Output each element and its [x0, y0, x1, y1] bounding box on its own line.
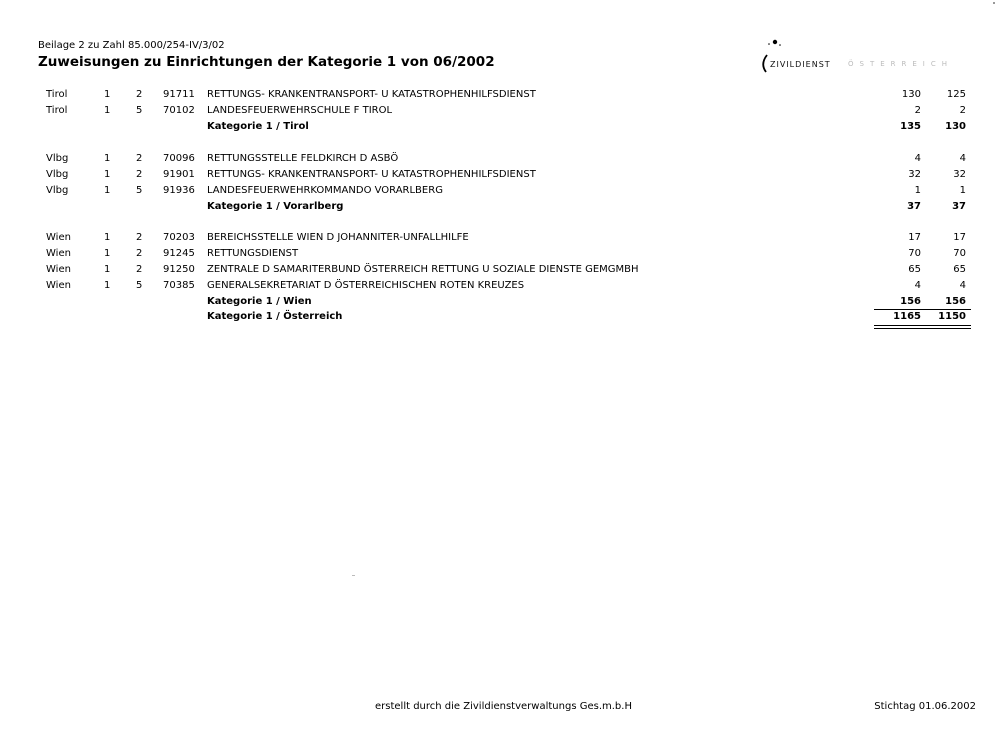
scan-speck [993, 2, 995, 4]
value-2: 70 [953, 248, 966, 259]
subtotal-value-1: 37 [907, 201, 921, 212]
subtotal-value-2: 37 [952, 201, 966, 212]
category-cell: 1 [104, 232, 111, 243]
region-cell: Vlbg [46, 185, 69, 196]
subtotal-label: Kategorie 1 / Vorarlberg [207, 201, 344, 212]
code-cell: 70102 [163, 105, 195, 116]
value-1: 1 [914, 185, 921, 196]
type-cell: 5 [136, 280, 143, 291]
subtotal-label: Kategorie 1 / Wien [207, 296, 312, 307]
code-cell: 91901 [163, 169, 195, 180]
code-cell: 91250 [163, 264, 195, 275]
category-cell: 1 [104, 153, 111, 164]
type-cell: 2 [136, 232, 143, 243]
scan-speck [352, 575, 355, 576]
type-cell: 2 [136, 153, 143, 164]
total-value-2: 1150 [938, 311, 966, 322]
type-cell: 2 [136, 169, 143, 180]
total-underline [874, 325, 971, 326]
value-2: 4 [959, 153, 966, 164]
logo-text: ZIVILDIENST [770, 60, 831, 69]
type-cell: 2 [136, 89, 143, 100]
type-cell: 2 [136, 248, 143, 259]
subtotal-value-2: 130 [945, 121, 966, 132]
category-cell: 1 [104, 89, 111, 100]
region-cell: Tirol [46, 89, 68, 100]
subtotal-value-1: 135 [900, 121, 921, 132]
value-2: 125 [946, 89, 966, 100]
table-row [0, 169, 1001, 185]
value-1: 17 [908, 232, 921, 243]
subtotal-value-1: 156 [900, 296, 921, 307]
category-cell: 1 [104, 264, 111, 275]
subtotal-row [0, 201, 1001, 217]
zivildienst-logo [758, 38, 980, 78]
region-cell: Vlbg [46, 169, 69, 180]
total-separator-line [874, 309, 971, 310]
value-1: 130 [901, 89, 921, 100]
type-cell: 5 [136, 105, 143, 116]
region-cell: Wien [46, 248, 71, 259]
subtotal-value-2: 156 [945, 296, 966, 307]
table-row [0, 105, 1001, 121]
type-cell: 5 [136, 185, 143, 196]
logo-mark-icon [758, 38, 798, 78]
table-row [0, 185, 1001, 201]
code-cell: 91711 [163, 89, 195, 100]
total-double-underline [874, 328, 971, 329]
region-cell: Vlbg [46, 153, 69, 164]
code-cell: 91245 [163, 248, 195, 259]
footer-date: Stichtag 01.06.2002 [874, 701, 976, 712]
value-2: 4 [959, 280, 966, 291]
institution-name: GENERALSEKRETARIAT D ÖSTERREICHISCHEN ROTEN KREUZES [207, 280, 525, 291]
table-row [0, 280, 1001, 296]
category-cell: 1 [104, 280, 111, 291]
total-value-1: 1165 [893, 311, 921, 322]
institution-name: LANDESFEUERWEHRKOMMANDO VORARLBERG [207, 185, 443, 196]
table-row [0, 248, 1001, 264]
subtotal-row [0, 121, 1001, 137]
value-1: 4 [914, 280, 921, 291]
table-row [0, 89, 1001, 105]
category-cell: 1 [104, 248, 111, 259]
value-2: 32 [953, 169, 966, 180]
table-row [0, 232, 1001, 248]
value-1: 65 [908, 264, 921, 275]
logo-faint-text: ÖSTERREICH [848, 60, 954, 68]
document-title: Zuweisungen zu Einrichtungen der Kategorie 1 von 06/2002 [38, 54, 495, 70]
institution-name: RETTUNGS- KRANKENTRANSPORT- U KATASTROPHENHILFSDIENST [207, 89, 536, 100]
total-row [0, 311, 1001, 327]
code-cell: 70096 [163, 153, 195, 164]
code-cell: 70203 [163, 232, 195, 243]
value-2: 65 [953, 264, 966, 275]
table-row [0, 153, 1001, 169]
region-cell: Wien [46, 264, 71, 275]
institution-name: RETTUNGS- KRANKENTRANSPORT- U KATASTROPHENHILFSDIENST [207, 169, 536, 180]
value-1: 70 [908, 248, 921, 259]
institution-name: LANDESFEUERWEHRSCHULE F TIROL [207, 105, 393, 116]
value-1: 2 [914, 105, 921, 116]
value-2: 1 [959, 185, 966, 196]
region-cell: Wien [46, 280, 71, 291]
type-cell: 2 [136, 264, 143, 275]
institution-name: ZENTRALE D SAMARITERBUND ÖSTERREICH RETTUNG U SOZIALE DIENSTE GEMGMBH [207, 264, 639, 275]
institution-name: BEREICHSSTELLE WIEN D JOHANNITER-UNFALLHILFE [207, 232, 469, 243]
total-label: Kategorie 1 / Österreich [207, 311, 343, 322]
institution-name: RETTUNGSDIENST [207, 248, 299, 259]
table-row [0, 264, 1001, 280]
value-1: 4 [914, 153, 921, 164]
value-2: 2 [959, 105, 966, 116]
region-cell: Wien [46, 232, 71, 243]
subtotal-label: Kategorie 1 / Tirol [207, 121, 309, 132]
category-cell: 1 [104, 105, 111, 116]
category-cell: 1 [104, 185, 111, 196]
footer-creator: erstellt durch die Zivildienstverwaltungs Ges.m.b.H [375, 701, 632, 712]
code-cell: 91936 [163, 185, 195, 196]
value-1: 32 [908, 169, 921, 180]
code-cell: 70385 [163, 280, 195, 291]
institution-name: RETTUNGSSTELLE FELDKIRCH D ASBÖ [207, 153, 399, 164]
value-2: 17 [953, 232, 966, 243]
region-cell: Tirol [46, 105, 68, 116]
subtotal-row [0, 296, 1001, 312]
category-cell: 1 [104, 169, 111, 180]
document-reference: Beilage 2 zu Zahl 85.000/254-IV/3/02 [38, 40, 225, 51]
